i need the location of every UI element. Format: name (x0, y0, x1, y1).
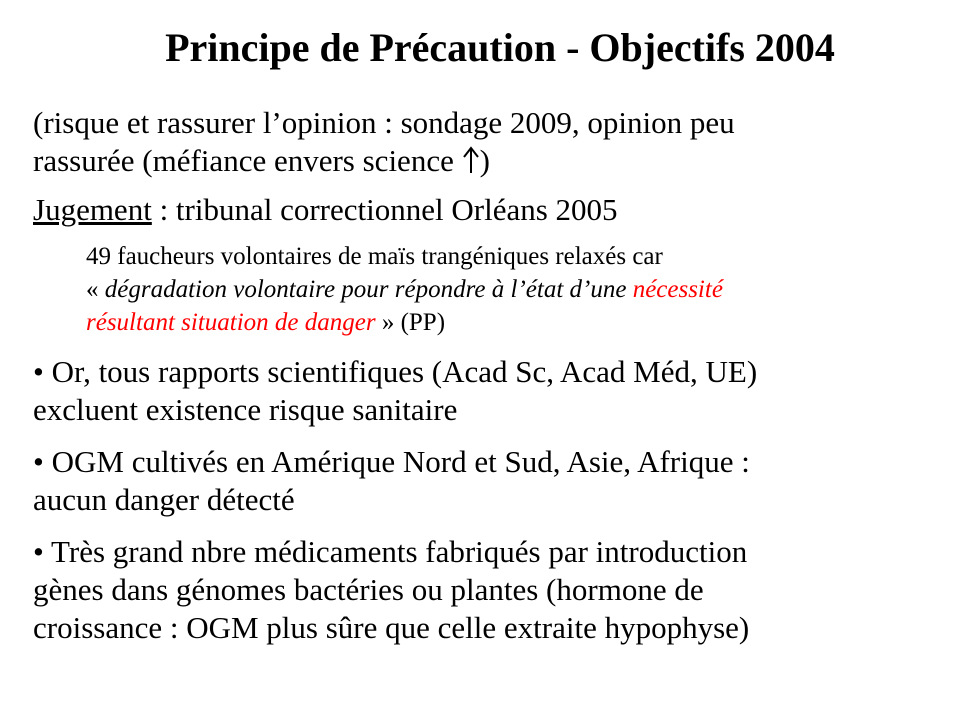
jugement-text: : tribunal correctionnel Orléans 2005 (151, 192, 618, 227)
bullet-line: croissance : OGM plus sûre que celle extraite hypophyse) (33, 610, 750, 645)
bullet-item (33, 533, 749, 647)
detail-line-1: 49 faucheurs volontaires de maïs trangéniques relaxés car (86, 243, 663, 270)
intro-text (33, 104, 735, 180)
detail-line-3: résultant situation de danger » (PP) (86, 309, 446, 336)
page-title: Principe de Précaution - Objectifs 2004 (165, 25, 835, 70)
bullet-line: aucun danger détecté (33, 482, 295, 517)
bullet-line: • Or, tous rapports scientifiques (Acad Sc, Acad Méd, UE) (33, 354, 758, 389)
intro-line-1: (risque et rassurer l’opinion : sondage 2009, opinion peu (33, 105, 735, 140)
bullet-line: excluent existence risque sanitaire (33, 392, 458, 427)
highlight-text: résultant situation de danger (86, 309, 376, 336)
detail-line-2: « dégradation volontaire pour répondre à l’état d’une nécessité (86, 276, 723, 303)
bullet-line: • OGM cultivés en Amérique Nord et Sud, Asie, Afrique : (33, 444, 750, 479)
bullet-item (33, 353, 757, 429)
bullet-item (33, 443, 750, 519)
jugement-line (33, 191, 618, 229)
highlight-text: nécessité (632, 276, 723, 303)
intro-line-2: rassurée (méfiance envers science ) (33, 143, 490, 178)
bullet-line: • Très grand nbre médicaments fabriqués par introduction (33, 534, 748, 569)
up-arrow-icon (462, 146, 480, 174)
bullet-line: gènes dans génomes bactéries ou plantes (hormone de (33, 572, 704, 607)
jugement-detail (86, 240, 723, 339)
jugement-label: Jugement (33, 192, 152, 227)
